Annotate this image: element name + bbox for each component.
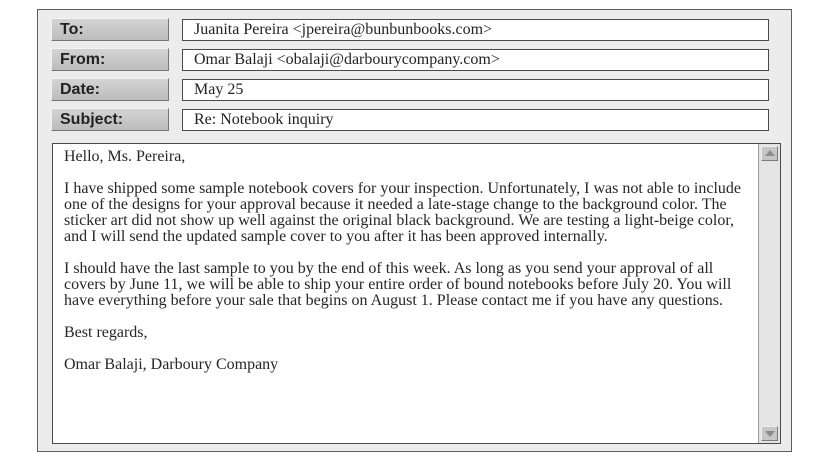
subject-row bbox=[51, 108, 780, 131]
to-row bbox=[51, 18, 780, 41]
scroll-up-button[interactable] bbox=[761, 146, 778, 161]
message-text bbox=[64, 149, 754, 389]
from-field[interactable]: Omar Balaji <obalaji@darbourycompany.com> bbox=[182, 49, 769, 71]
date-field[interactable]: May 25 bbox=[182, 79, 769, 101]
scroll-down-button[interactable] bbox=[761, 426, 778, 441]
email-window bbox=[37, 9, 792, 452]
paragraph-schedule: I should have the last sample to you by the end of this week. As long as you send your approval of all covers by June 11, we will be able to ship your entire order of bound notebooks before July 20. You will have everything before your sale that begins on August 1. Please contact me if you have any questions. bbox=[64, 260, 732, 309]
date-row bbox=[51, 78, 780, 101]
subject-label: Subject: bbox=[51, 108, 169, 131]
subject-field[interactable]: Re: Notebook inquiry bbox=[182, 109, 769, 131]
vertical-scrollbar[interactable] bbox=[758, 144, 780, 443]
to-field[interactable]: Juanita Pereira <jpereira@bunbunbooks.com> bbox=[182, 19, 769, 41]
from-label: From: bbox=[51, 48, 169, 71]
scroll-down-arrow-icon bbox=[765, 431, 775, 437]
from-row bbox=[51, 48, 780, 71]
scroll-up-arrow-icon bbox=[765, 150, 775, 156]
message-body[interactable] bbox=[52, 143, 781, 444]
to-label: To: bbox=[51, 18, 169, 41]
greeting: Hello, Ms. Pereira, bbox=[64, 148, 186, 165]
closing: Best regards, bbox=[64, 324, 148, 341]
date-label: Date: bbox=[51, 78, 169, 101]
signature: Omar Balaji, Darboury Company bbox=[64, 356, 279, 373]
paragraph-shipment: I have shipped some sample notebook covers for your inspection. Unfortunately, I was not able to include one of the designs for your approval because it needed a late-stage change to the background color. The sticker art did not show up well against the original black background. We are testing a light-beige color, and I will send the updated sample cover to you after it has been approved internally. bbox=[64, 180, 742, 245]
